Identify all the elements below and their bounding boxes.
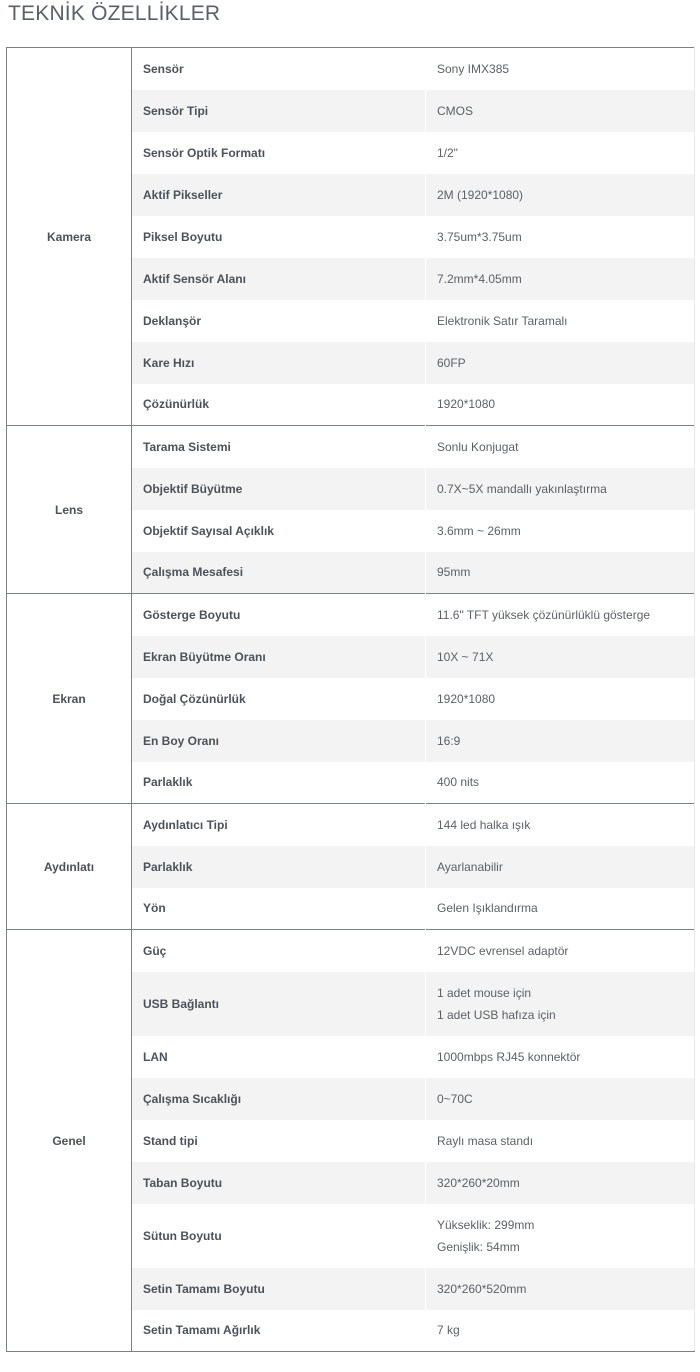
spec-value-line: 7.2mm*4.05mm: [437, 271, 522, 286]
spec-name: Aydınlatıcı Tipi: [132, 804, 426, 846]
spec-name: Setin Tamamı Ağırlık: [132, 1310, 426, 1352]
spec-name: Sensör: [132, 48, 426, 90]
spec-value-line: 400 nits: [437, 775, 480, 790]
spec-name: Kare Hızı: [132, 342, 426, 384]
spec-value: [426, 174, 695, 216]
spec-group-label: Kamera: [7, 48, 132, 426]
spec-value: [426, 258, 695, 300]
spec-value: [426, 426, 695, 468]
spec-name: Tarama Sistemi: [132, 426, 426, 468]
spec-name: Objektif Büyütme: [132, 468, 426, 510]
spec-value: [426, 1268, 695, 1310]
spec-name: En Boy Oranı: [132, 720, 426, 762]
spec-value-line: 7 kg: [437, 1323, 460, 1338]
spec-name: Gösterge Boyutu: [132, 594, 426, 636]
spec-name: Sensör Optik Formatı: [132, 132, 426, 174]
spec-value: [426, 132, 695, 174]
spec-value: [426, 678, 695, 720]
spec-name: Parlaklık: [132, 846, 426, 888]
spec-value: [426, 1310, 695, 1352]
spec-name: Parlaklık: [132, 762, 426, 804]
spec-value-line: 320*260*20mm: [437, 1175, 520, 1190]
spec-value: [426, 804, 695, 846]
spec-name: LAN: [132, 1036, 426, 1078]
spec-name: Aktif Pikseller: [132, 174, 426, 216]
spec-name: Taban Boyutu: [132, 1162, 426, 1204]
spec-name: Çalışma Mesafesi: [132, 552, 426, 594]
spec-value-line: 0~70C: [437, 1091, 473, 1106]
spec-value-line: CMOS: [437, 103, 473, 118]
spec-name: Çözünürlük: [132, 384, 426, 426]
spec-value-line: Sony IMX385: [437, 61, 510, 76]
spec-row: [7, 48, 695, 90]
spec-value-line: Gelen Işıklandırma: [437, 901, 538, 916]
spec-group-label: Aydınlatı: [7, 804, 132, 930]
spec-value: [426, 216, 695, 258]
spec-value-line: 1920*1080: [437, 691, 496, 706]
spec-value-line: 11.6" TFT yüksek çözünürlüklü gösterge: [437, 607, 651, 622]
spec-value-line: 0.7X~5X mandallı yakınlaştırma: [437, 481, 607, 496]
spec-row: [7, 930, 695, 972]
spec-value: [426, 300, 695, 342]
spec-value-line: 1 adet mouse için: [437, 985, 532, 1000]
spec-row: [7, 426, 695, 468]
spec-value-line: 95mm: [437, 565, 471, 580]
spec-name: Aktif Sensör Alanı: [132, 258, 426, 300]
spec-value: [426, 930, 695, 972]
spec-value-line: 320*260*520mm: [437, 1281, 527, 1296]
spec-value-line: 2M (1920*1080): [437, 187, 524, 202]
spec-value-line: Yükseklik: 299mm: [437, 1217, 535, 1232]
spec-name: Güç: [132, 930, 426, 972]
spec-value-line: 60FP: [437, 355, 466, 370]
spec-value: [426, 720, 695, 762]
spec-value-line: Genişlik: 54mm: [437, 1239, 520, 1254]
spec-name: Setin Tamamı Boyutu: [132, 1268, 426, 1310]
spec-value: [426, 888, 695, 930]
spec-value-line: Sonlu Konjugat: [437, 439, 519, 454]
spec-name: USB Bağlantı: [132, 972, 426, 1036]
spec-value-line: Raylı masa standı: [437, 1133, 534, 1148]
spec-value: [426, 762, 695, 804]
spec-value: [426, 342, 695, 384]
spec-value: [426, 594, 695, 636]
spec-value: [426, 1204, 695, 1268]
spec-group-label: Lens: [7, 426, 132, 594]
spec-value-line: 1/2": [437, 145, 458, 160]
spec-value-line: 16:9: [437, 733, 461, 748]
spec-value-line: 1 adet USB hafıza için: [437, 1007, 556, 1022]
spec-name: Sensör Tipi: [132, 90, 426, 132]
spec-value-line: 3.75um*3.75um: [437, 229, 522, 244]
spec-group-label: Genel: [7, 930, 132, 1352]
spec-name: Stand tipi: [132, 1120, 426, 1162]
spec-value-line: Ayarlanabilir: [437, 859, 503, 874]
spec-value: [426, 846, 695, 888]
spec-value-line: 1000mbps RJ45 konnektör: [437, 1049, 581, 1064]
spec-value-line: 3.6mm ~ 26mm: [437, 523, 521, 538]
spec-value: [426, 384, 695, 426]
spec-name: Deklanşör: [132, 300, 426, 342]
spec-value: [426, 48, 695, 90]
spec-value: [426, 972, 695, 1036]
spec-name: Çalışma Sıcaklığı: [132, 1078, 426, 1120]
spec-row: [7, 594, 695, 636]
spec-row: [7, 804, 695, 846]
spec-value: [426, 468, 695, 510]
spec-value-line: 1920*1080: [437, 397, 496, 412]
page-title: TEKNİK ÖZELLİKLER: [8, 2, 221, 25]
spec-value: [426, 1078, 695, 1120]
spec-value: [426, 1120, 695, 1162]
spec-name: Sütun Boyutu: [132, 1204, 426, 1268]
spec-table-body: [7, 48, 695, 1352]
spec-name: Doğal Çözünürlük: [132, 678, 426, 720]
spec-value-line: 12VDC evrensel adaptör: [437, 943, 569, 958]
spec-value-line: 144 led halka ışık: [437, 817, 531, 832]
spec-name: Piksel Boyutu: [132, 216, 426, 258]
spec-value-line: 10X ~ 71X: [437, 649, 494, 664]
spec-value: [426, 90, 695, 132]
spec-value: [426, 1162, 695, 1204]
spec-value: [426, 510, 695, 552]
spec-value-line: Elektronik Satır Taramalı: [437, 313, 568, 328]
spec-name: Ekran Büyütme Oranı: [132, 636, 426, 678]
spec-group-label: Ekran: [7, 594, 132, 804]
spec-name: Yön: [132, 888, 426, 930]
spec-table: [6, 47, 695, 1352]
spec-value: [426, 552, 695, 594]
spec-name: Objektif Sayısal Açıklık: [132, 510, 426, 552]
spec-value: [426, 636, 695, 678]
spec-value: [426, 1036, 695, 1078]
